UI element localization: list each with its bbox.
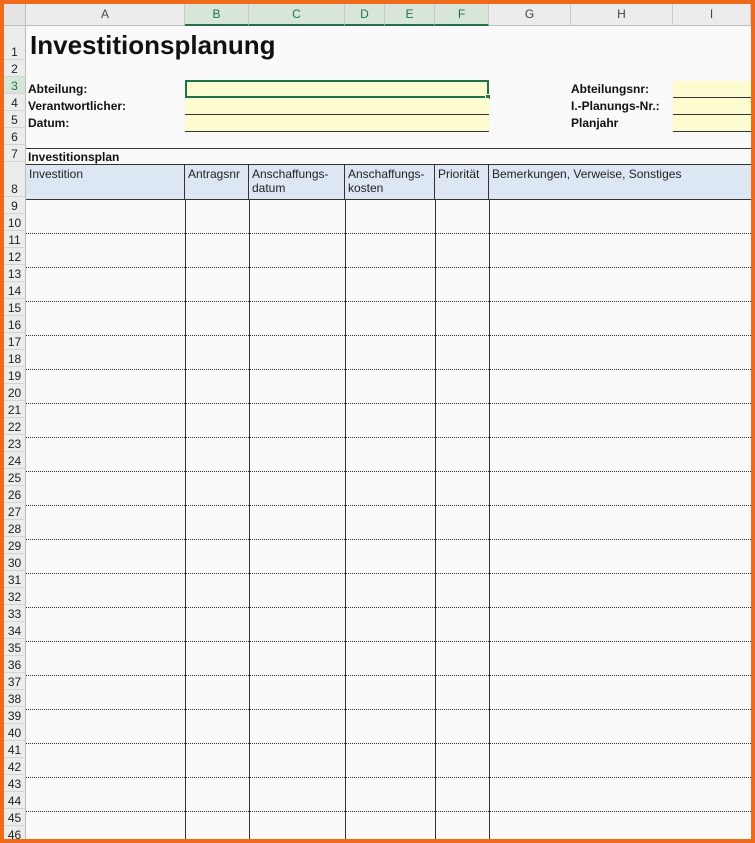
row-header-38[interactable]: 38 bbox=[4, 690, 26, 707]
row-header-1[interactable]: 1 bbox=[4, 26, 26, 60]
column-header-e[interactable]: E bbox=[385, 4, 435, 26]
label-abteilung: Abteilung: bbox=[28, 82, 88, 96]
row-header-22[interactable]: 22 bbox=[4, 418, 26, 435]
row-header-46[interactable]: 46 bbox=[4, 826, 26, 839]
row-header-24[interactable]: 24 bbox=[4, 452, 26, 469]
table-row-divider bbox=[26, 233, 751, 234]
row-header-4[interactable]: 4 bbox=[4, 94, 26, 111]
row-header-12[interactable]: 12 bbox=[4, 248, 26, 265]
row-header-45[interactable]: 45 bbox=[4, 809, 26, 826]
row-header-29[interactable]: 29 bbox=[4, 537, 26, 554]
table-row-divider bbox=[26, 369, 751, 370]
table-row-divider bbox=[26, 709, 751, 710]
row-header-17[interactable]: 17 bbox=[4, 333, 26, 350]
row-header-18[interactable]: 18 bbox=[4, 350, 26, 367]
row-header-40[interactable]: 40 bbox=[4, 724, 26, 741]
row-header-30[interactable]: 30 bbox=[4, 554, 26, 571]
table-row-divider bbox=[26, 573, 751, 574]
row-header-5[interactable]: 5 bbox=[4, 111, 26, 128]
select-all-corner[interactable] bbox=[4, 4, 26, 26]
table-row-divider bbox=[26, 471, 751, 472]
row-header-10[interactable]: 10 bbox=[4, 214, 26, 231]
row-header-9[interactable]: 9 bbox=[4, 197, 26, 214]
column-header-a[interactable]: A bbox=[26, 4, 185, 26]
header-anschaffungsdatum-line1: Anschaffungs- bbox=[252, 167, 329, 181]
row-header-33[interactable]: 33 bbox=[4, 605, 26, 622]
column-header-b[interactable]: B bbox=[185, 4, 249, 26]
row-header-42[interactable]: 42 bbox=[4, 758, 26, 775]
table-row-divider bbox=[26, 641, 751, 642]
row-header-43[interactable]: 43 bbox=[4, 775, 26, 792]
row-header-7[interactable]: 7 bbox=[4, 145, 26, 162]
page-title: Investitionsplanung bbox=[30, 30, 276, 60]
table-row-divider bbox=[26, 335, 751, 336]
row-header-27[interactable]: 27 bbox=[4, 503, 26, 520]
header-anschaffungskosten bbox=[345, 165, 435, 200]
section-top-border bbox=[26, 148, 751, 149]
row-header-26[interactable]: 26 bbox=[4, 486, 26, 503]
column-header-h[interactable]: H bbox=[571, 4, 673, 26]
table-row-divider bbox=[26, 437, 751, 438]
header-anschaffungskosten-line1: Anschaffungs- bbox=[348, 167, 425, 181]
table-row-divider bbox=[26, 403, 751, 404]
header-prioritaet: Priorität bbox=[435, 165, 489, 200]
column-header-d[interactable]: D bbox=[345, 4, 385, 26]
row-header-20[interactable]: 20 bbox=[4, 384, 26, 401]
row-header-44[interactable]: 44 bbox=[4, 792, 26, 809]
table-row-divider bbox=[26, 607, 751, 608]
row-header-11[interactable]: 11 bbox=[4, 231, 26, 248]
row-header-35[interactable]: 35 bbox=[4, 639, 26, 656]
row-header-16[interactable]: 16 bbox=[4, 316, 26, 333]
row-header-19[interactable]: 19 bbox=[4, 367, 26, 384]
abteilungsnr-field[interactable] bbox=[673, 81, 751, 98]
label-planjahr: Planjahr bbox=[571, 116, 619, 130]
row-header-2[interactable]: 2 bbox=[4, 60, 26, 77]
row-header-3[interactable]: 3 bbox=[4, 77, 26, 94]
table-row-divider bbox=[26, 675, 751, 676]
header-anschaffungsdatum bbox=[249, 165, 345, 200]
row-header-39[interactable]: 39 bbox=[4, 707, 26, 724]
abteilung-field[interactable] bbox=[185, 80, 489, 98]
row-header-23[interactable]: 23 bbox=[4, 435, 26, 452]
column-header-c[interactable]: C bbox=[249, 4, 345, 26]
column-header-f[interactable]: F bbox=[435, 4, 489, 26]
row-header-25[interactable]: 25 bbox=[4, 469, 26, 486]
row-header-28[interactable]: 28 bbox=[4, 520, 26, 537]
datum-field[interactable] bbox=[185, 115, 489, 132]
section-title: Investitionsplan bbox=[28, 150, 120, 164]
row-header-31[interactable]: 31 bbox=[4, 571, 26, 588]
row-header-8[interactable]: 8 bbox=[4, 162, 26, 197]
row-header-34[interactable]: 34 bbox=[4, 622, 26, 639]
row-header-32[interactable]: 32 bbox=[4, 588, 26, 605]
row-header-41[interactable]: 41 bbox=[4, 741, 26, 758]
row-header-14[interactable]: 14 bbox=[4, 282, 26, 299]
table-row-divider bbox=[26, 505, 751, 506]
row-header-13[interactable]: 13 bbox=[4, 265, 26, 282]
header-investition: Investition bbox=[26, 165, 185, 200]
table-row-divider bbox=[26, 743, 751, 744]
table-row-divider bbox=[26, 811, 751, 812]
column-header-g[interactable]: G bbox=[489, 4, 571, 26]
planjahr-field[interactable] bbox=[673, 115, 751, 132]
header-bemerkungen: Bemerkungen, Verweise, Sonstiges bbox=[489, 165, 751, 200]
table-header-bottom-border bbox=[26, 199, 751, 200]
table-row-divider bbox=[26, 267, 751, 268]
table-row-divider bbox=[26, 539, 751, 540]
header-anschaffungsdatum-line2: datum bbox=[252, 181, 286, 195]
spreadsheet-window bbox=[4, 4, 751, 839]
planungsnr-field[interactable] bbox=[673, 98, 751, 115]
label-planungsnr: I.-Planungs-Nr.: bbox=[571, 99, 660, 113]
row-header-15[interactable]: 15 bbox=[4, 299, 26, 316]
row-header-36[interactable]: 36 bbox=[4, 656, 26, 673]
column-header-i[interactable]: I bbox=[673, 4, 751, 26]
row-header-21[interactable]: 21 bbox=[4, 401, 26, 418]
header-anschaffungskosten-line2: kosten bbox=[348, 181, 384, 195]
table-row-divider bbox=[26, 301, 751, 302]
row-header-37[interactable]: 37 bbox=[4, 673, 26, 690]
label-verantwortlicher: Verantwortlicher: bbox=[28, 99, 127, 113]
header-antragsnr: Antragsnr bbox=[185, 165, 249, 200]
label-datum: Datum: bbox=[28, 116, 70, 130]
row-header-6[interactable]: 6 bbox=[4, 128, 26, 145]
table-row-divider bbox=[26, 777, 751, 778]
verantwortlicher-field[interactable] bbox=[185, 98, 489, 115]
label-abteilungsnr: Abteilungsnr: bbox=[571, 82, 649, 96]
